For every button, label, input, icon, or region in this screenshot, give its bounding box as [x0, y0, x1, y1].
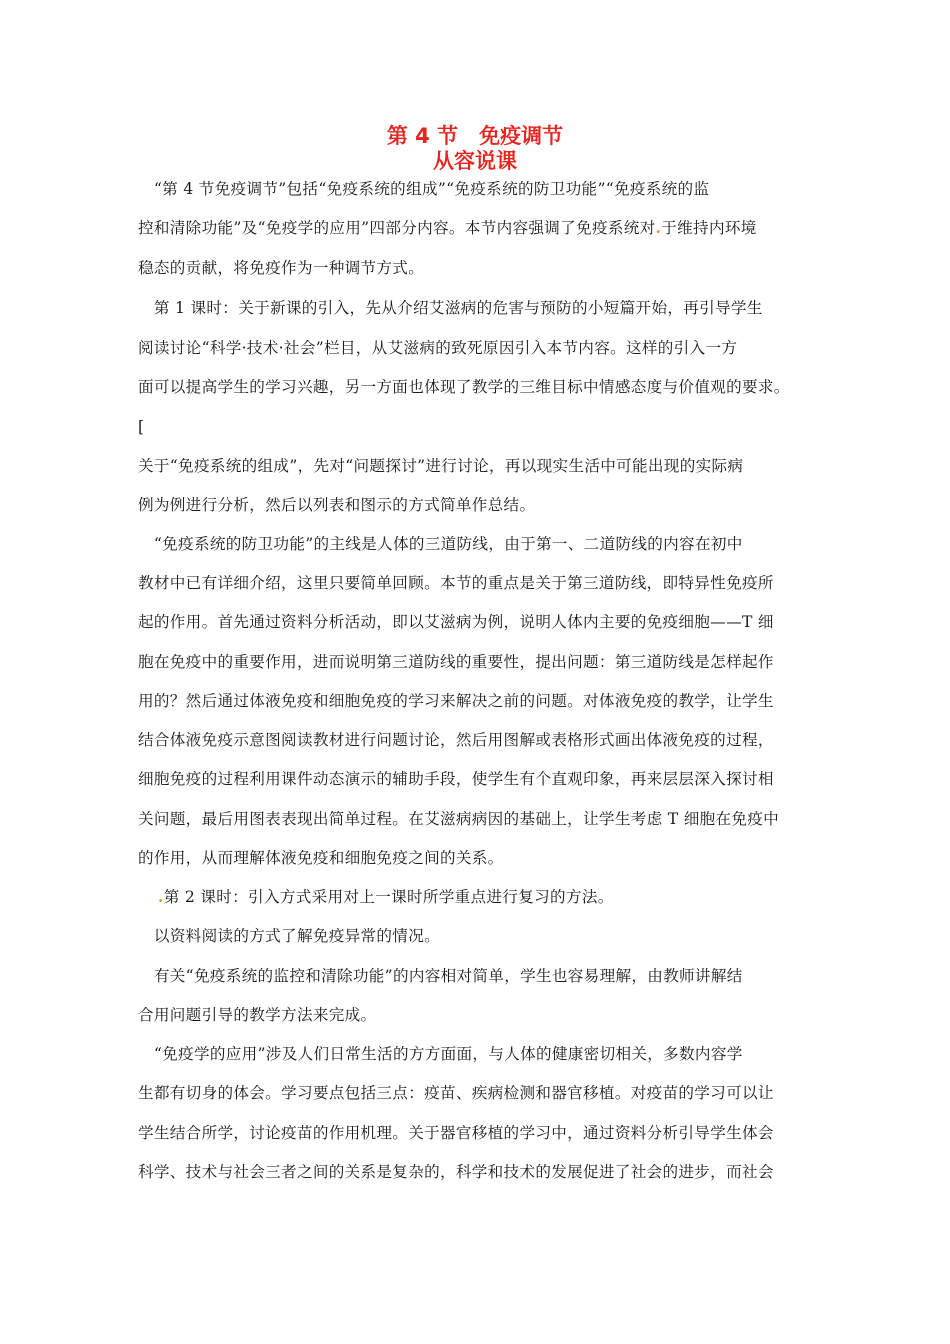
paragraph-line: 稳态的贡献，将免疫作为一种调节方式。 — [138, 259, 425, 277]
paragraph-line — [138, 218, 757, 238]
paragraph-line: “第 4 节免疫调节”包括“免疫系统的组成”“免疫系统的防卫功能”“免疫系统的监 — [138, 180, 710, 198]
paragraph-line — [158, 887, 614, 907]
paragraph-line: 阅读讨论“科学·技术·社会”栏目，从艾滋病的致死原因引入本节内容。这样的引入一方 — [138, 339, 738, 357]
paragraph-line: 学生结合所学，讨论疫苗的作用机理。关于器官移植的学习中，通过资料分析引导学生体会 — [138, 1124, 774, 1142]
paragraph-line: 结合体液免疫示意图阅读教材进行问题讨论，然后用图解或表格形式画出体液免疫的过程， — [138, 731, 774, 749]
paragraph-line: 面可以提高学生的学习兴趣，另一方面也体现了教学的三维目标中情感态度与价值观的要求。 — [138, 378, 790, 396]
paragraph-line: 细胞免疫的过程利用课件动态演示的辅助手段，使学生有个直观印象，再来层层深入探讨相 — [138, 770, 774, 788]
paragraph-text: 控和清除功能”及“免疫学的应用”四部分内容。本节内容强调了免疫系统对 — [138, 219, 656, 237]
paragraph-line: 以资料阅读的方式了解免疫异常的情况。 — [138, 927, 440, 945]
paragraph-line: 例为例进行分析，然后以列表和图示的方式简单作总结。 — [138, 496, 536, 514]
paragraph-line: 关于“免疫系统的组成”，先对“问题探讨”进行讨论，再以现实生活中可能出现的实际病 — [138, 457, 744, 475]
paragraph-text: 第 2 课时：引入方式采用对上一课时所学重点进行复习的方法。 — [163, 888, 614, 906]
stray-dot-mark: . — [655, 218, 662, 237]
paragraph-line: 关问题，最后用图表表现出简单过程。在艾滋病病因的基础上，让学生考虑 T 细胞在免疫中 — [138, 810, 780, 828]
paragraph-text: 于维持内环境 — [661, 219, 757, 237]
paragraph-line: 的作用，从而理解体液免疫和细胞免疫之间的关系。 — [138, 849, 504, 867]
section-subtitle: 从容说课 — [433, 149, 517, 173]
paragraph-line: 教材中已有详细介绍，这里只要简单回顾。本节的重点是关于第三道防线，即特异性免疫所 — [138, 574, 774, 592]
paragraph-line: 起的作用。首先通过资料分析活动，即以艾滋病为例，说明人体内主要的免疫细胞——T 细 — [138, 613, 774, 631]
paragraph-line: 合用问题引导的教学方法来完成。 — [138, 1006, 377, 1024]
paragraph-line: “免疫系统的防卫功能”的主线是人体的三道防线，由于第一、二道防线的内容在初中 — [138, 535, 743, 553]
paragraph-line: “免疫学的应用”涉及人们日常生活的方方面面，与人体的健康密切相关，多数内容学 — [138, 1045, 743, 1063]
stray-dot-mark: . — [158, 887, 164, 906]
paragraph-line: 胞在免疫中的重要作用，进而说明第三道防线的重要性，提出问题：第三道防线是怎样起作 — [138, 653, 774, 671]
paragraph-line: 科学、技术与社会三者之间的关系是复杂的，科学和技术的发展促进了社会的进步，而社会 — [138, 1163, 774, 1181]
paragraph-line: 生都有切身的体会。学习要点包括三点：疫苗、疾病检测和器官移植。对疫苗的学习可以让 — [138, 1084, 774, 1102]
paragraph-line: 有关“免疫系统的监控和清除功能”的内容相对简单，学生也容易理解，由教师讲解结 — [138, 967, 743, 985]
section-title: 第 4 节 免疫调节 — [386, 124, 564, 148]
paragraph-line: 第 1 课时：关于新课的引入，先从介绍艾滋病的危害与预防的小短篇开始，再引导学生 — [138, 299, 763, 317]
paragraph-line: 用的？然后通过体液免疫和细胞免疫的学习来解决之前的问题。对体液免疫的教学，让学生 — [138, 692, 774, 710]
bracket-mark: [ — [138, 418, 145, 436]
